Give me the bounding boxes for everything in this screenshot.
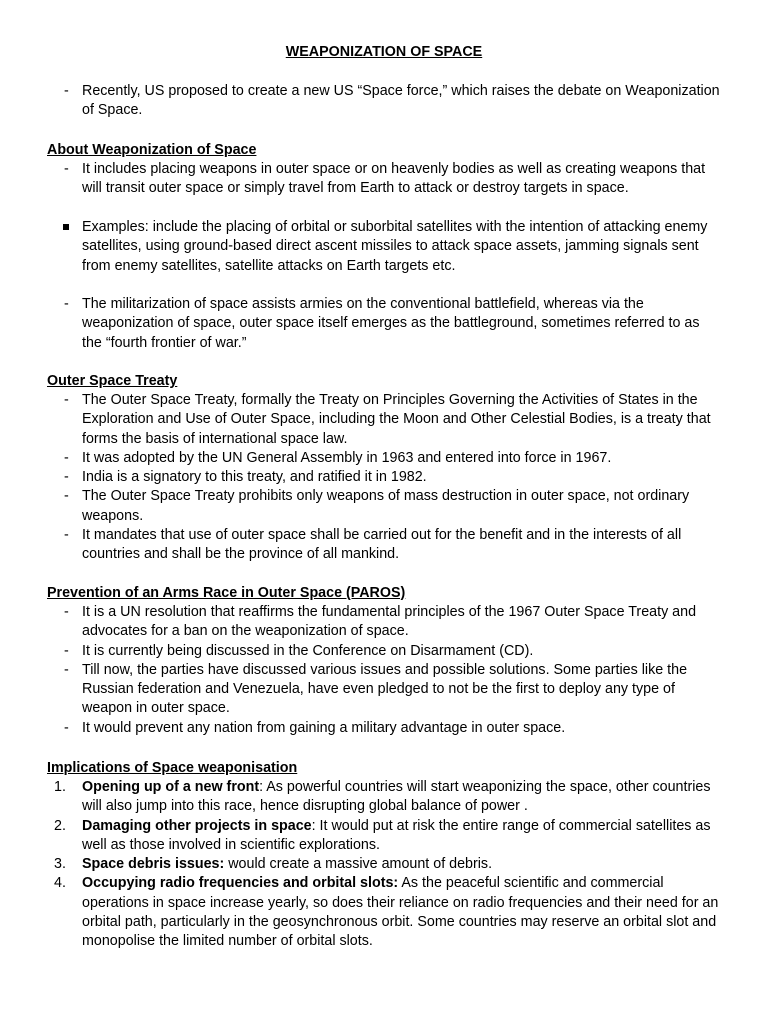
section-heading-implications: Implications of Space weaponisation [47,760,298,776]
intro-list [0,82,768,121]
list-item [0,719,768,738]
dash-marker: - [64,642,69,659]
paros-list [0,603,768,738]
about-list-2 [0,295,768,353]
implications-list [0,778,768,952]
square-bullet-icon [63,224,69,230]
dash-marker: - [64,488,69,505]
item-bold-lead: Occupying radio frequencies and orbital slots: [82,875,399,892]
list-number: 1. [54,779,66,795]
list-item [0,778,768,817]
dash-marker: - [64,83,69,99]
item-text: India is a signatory to this treaty, and ratified it in 1982. [82,469,427,486]
item-text: : As powerful countries will start weaponizing the space, other countries will also jump into this race, hence disrupting global balance of power . [82,779,711,815]
list-item [0,487,768,526]
item-text: It was adopted by the UN General Assembly in 1963 and entered into force in 1967. [82,449,612,466]
list-number: 4. [54,875,66,892]
item-text: It includes placing weapons in outer space or on heavenly bodies as well as creating weapons that will transit outer space or simply travel from Earth to attack or destroy targets in space. [82,161,706,197]
about-square-list [0,218,768,276]
item-text: As the peaceful scientific and commercial operations in space increase yearly, so does their reliance on radio frequencies and their need for an orbital path, particularly in the geosynchronous orbit. Some countries may reserve an orbital slot and monopolise the limited number of orbital slots. [82,875,719,950]
item-text: It would prevent any nation from gaining a military advantage in outer space. [82,719,566,736]
list-item [0,295,768,353]
item-text: : It would put at risk the entire range of commercial satellites as well as those involved in scientific explorations. [82,817,711,853]
list-item [0,817,768,856]
dash-marker: - [64,527,69,544]
list-item [0,82,768,121]
list-item [0,468,768,487]
list-item [0,526,768,565]
item-text: It is a UN resolution that reaffirms the fundamental principles of the 1967 Outer Space Treaty and advocates for a ban on the weaponization of space. [82,604,697,640]
list-item [0,218,768,276]
list-item [0,391,768,449]
item-bold-lead: Opening up of a new front [82,779,260,795]
dash-marker: - [64,719,69,736]
section-heading-paros: Prevention of an Arms Race in Outer Space (PAROS) [47,585,406,601]
dash-marker: - [64,661,69,678]
item-text: Till now, the parties have discussed various issues and possible solutions. Some parties like the Russian federation and Venezuela, have even pledged to not be the first to deploy any type of weapon in outer space. [82,661,688,717]
item-text: would create a massive amount of debris. [224,856,493,873]
item-text: The militarization of space assists armies on the conventional battlefield, whereas via the weaponization of space, outer space itself emerges as the battleground, sometimes referred to as the “fourth frontier of war.” [82,296,700,351]
list-item [0,603,768,642]
item-text: Examples: include the placing of orbital or suborbital satellites with the intention of attacking enemy satellites, using ground-based direct ascent missiles to attack space assets, jamming signals sent from enemy satellites, satellite attacks on Earth targets etc. [82,219,708,274]
item-bold-lead: Damaging other projects in space [82,817,312,834]
list-number: 3. [54,856,66,873]
dash-marker: - [64,161,69,177]
section-heading-treaty: Outer Space Treaty [47,373,178,389]
item-text: It is currently being discussed in the Conference on Disarmament (CD). [82,642,534,659]
item-bold-lead: Space debris issues: [82,856,225,873]
item-text: The Outer Space Treaty, formally the Treaty on Principles Governing the Activities of States in the Exploration and Use of Outer Space, including the Moon and Other Celestial Bodies, is a treaty that forms the basis of international space law. [82,392,711,447]
list-item [0,160,768,199]
list-item [0,855,768,874]
item-text: The Outer Space Treaty prohibits only weapons of mass destruction in outer space, not ordinary weapons. [82,488,690,524]
item-text: It mandates that use of outer space shall be carried out for the benefit and in the interests of all countries and shall be the province of all mankind. [82,527,682,563]
dash-marker: - [64,449,69,466]
section-heading-about: About Weaponization of Space [47,142,257,158]
dash-marker: - [64,392,69,408]
item-text: Recently, US proposed to create a new US “Space force,” which raises the debate on Weaponization of Space. [82,83,720,119]
document-title: WEAPONIZATION OF SPACE [285,44,483,60]
list-item [0,874,768,951]
dash-marker: - [64,296,69,312]
about-list [0,160,768,199]
list-item [0,661,768,719]
list-item [0,642,768,661]
dash-marker: - [64,469,69,486]
dash-marker: - [64,604,69,620]
treaty-list [0,391,768,565]
list-number: 2. [54,817,66,834]
list-item [0,449,768,468]
